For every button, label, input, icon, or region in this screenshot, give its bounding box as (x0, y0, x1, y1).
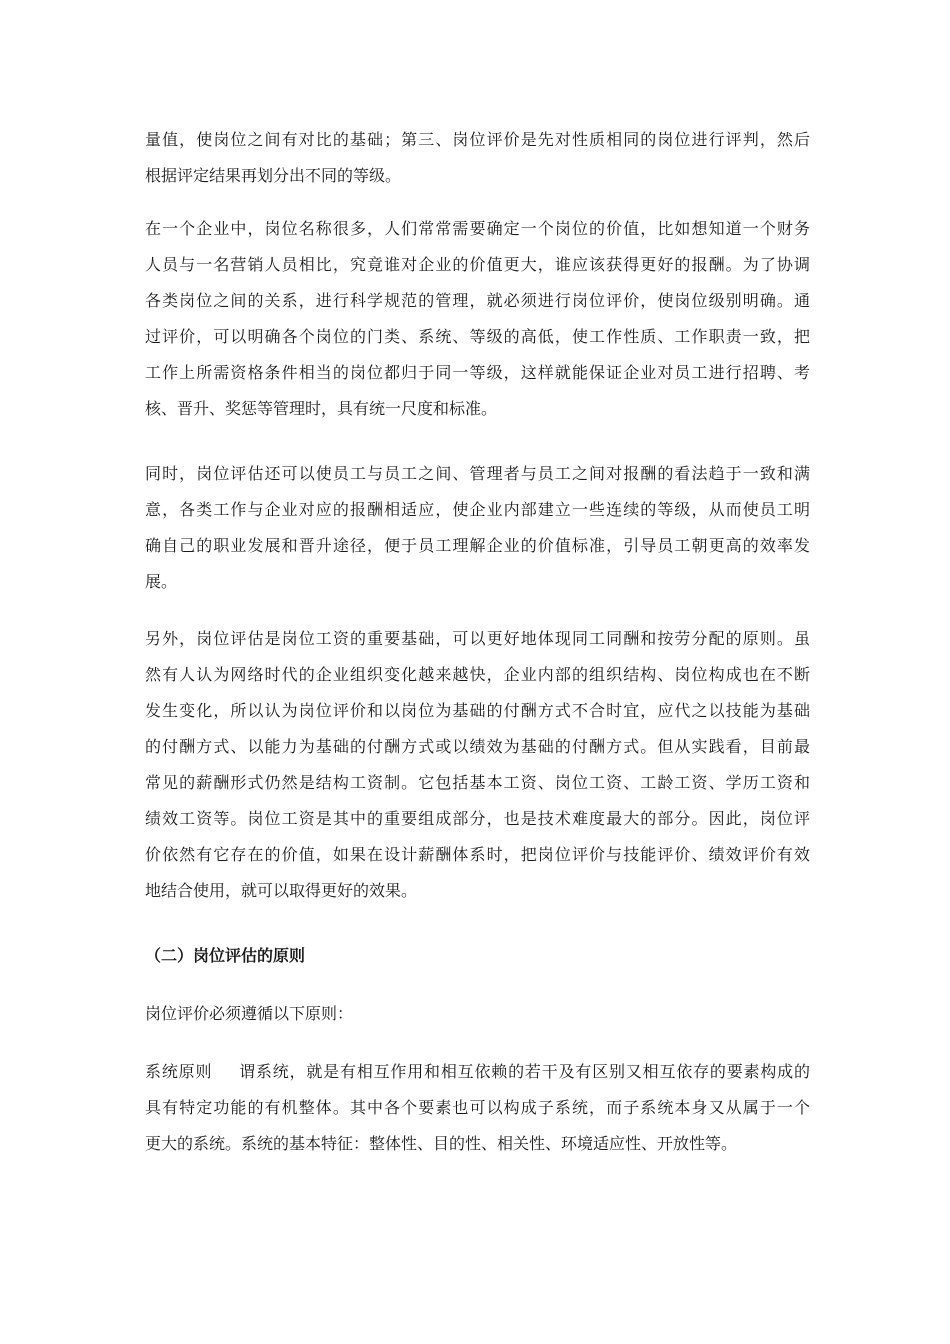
text-line (145, 1054, 810, 1090)
text-line: 另外，岗位评估是岗位工资的重要基础，可以更好地体现同工同酬和按劳分配的原则。虽 (145, 629, 810, 648)
text-line: 人员与一名营销人员相比，究竟谁对企业的价值更大，谁应该获得更好的报酬。为了协调 (145, 255, 810, 274)
text-line: 地结合使用，就可以取得更好的效果。 (145, 881, 418, 900)
principle-text: 谓系统，就是有相互作用和相互依赖的若干及有区别又相互依存的要素构成的 (238, 1062, 810, 1081)
paragraph-3 (145, 456, 810, 600)
intro-text: 岗位评价必须遵循以下原则： (145, 1004, 354, 1023)
text-line: 意，各类工作与企业对应的报酬相适应，使企业内部建立一些连续的等级，从而使员工明 (145, 500, 810, 519)
text-line: 同时，岗位评估还可以使员工与员工之间、管理者与员工之间对报酬的看法趋于一致和满 (145, 464, 810, 483)
principle-term: 系统原则 (145, 1062, 213, 1081)
text-line: 根据评定结果再划分出不同的等级。 (145, 166, 402, 185)
intro-block (145, 996, 810, 1032)
text-line: 展。 (145, 572, 178, 591)
text-line: 工作上所需资格条件相当的岗位都归于同一等级，这样就能保证企业对员工进行招聘、考 (145, 363, 810, 382)
text-line: 发生变化，所以认为岗位评价和以岗位为基础的付酬方式不合时宜，应代之以技能为基础 (145, 701, 810, 720)
text-line: 更大的系统。系统的基本特征：整体性、目的性、相关性、环境适应性、开放性等。 (145, 1134, 738, 1153)
paragraph-2 (145, 211, 810, 427)
text-line: 的付酬方式、以能力为基础的付酬方式或以绩效为基础的付酬方式。但从实践看，目前最 (145, 737, 810, 756)
paragraph-1 (145, 122, 810, 194)
text-line: 然有人认为网络时代的企业组织变化越来越快，企业内部的组织结构、岗位构成也在不断 (145, 665, 810, 684)
paragraph-4 (145, 621, 810, 909)
text-line: 确自己的职业发展和晋升途径，便于员工理解企业的价值标准，引导员工朝更高的效率发 (145, 536, 810, 555)
text-line: 在一个企业中，岗位名称很多，人们常常需要确定一个岗位的价值，比如想知道一个财务 (145, 219, 810, 238)
text-line: 各类岗位之间的关系，进行科学规范的管理，就必须进行岗位评价，使岗位级别明确。通 (145, 291, 810, 310)
text-line: 具有特定功能的有机整体。其中各个要素也可以构成子系统，而子系统本身又从属于一个 (145, 1098, 810, 1117)
section-heading-block (145, 938, 810, 974)
text-line: 过评价，可以明确各个岗位的门类、系统、等级的高低，使工作性质、工作职责一致，把 (145, 327, 810, 346)
text-line: 常见的薪酬形式仍然是结构工资制。它包括基本工资、岗位工资、工龄工资、学历工资和 (145, 773, 810, 792)
section-heading: （二）岗位评估的原则 (145, 946, 306, 965)
text-line: 绩效工资等。岗位工资是其中的重要组成部分，也是技术难度最大的部分。因此，岗位评 (145, 809, 810, 828)
text-line: 量值，使岗位之间有对比的基础；第三、岗位评价是先对性质相同的岗位进行评判，然后 (145, 130, 810, 149)
principle-block (145, 1054, 810, 1162)
text-line: 核、晋升、奖惩等管理时，具有统一尺度和标准。 (145, 399, 498, 418)
text-line: 价依然有它存在的价值，如果在设计薪酬体系时，把岗位评价与技能评价、绩效评价有效 (145, 845, 810, 864)
